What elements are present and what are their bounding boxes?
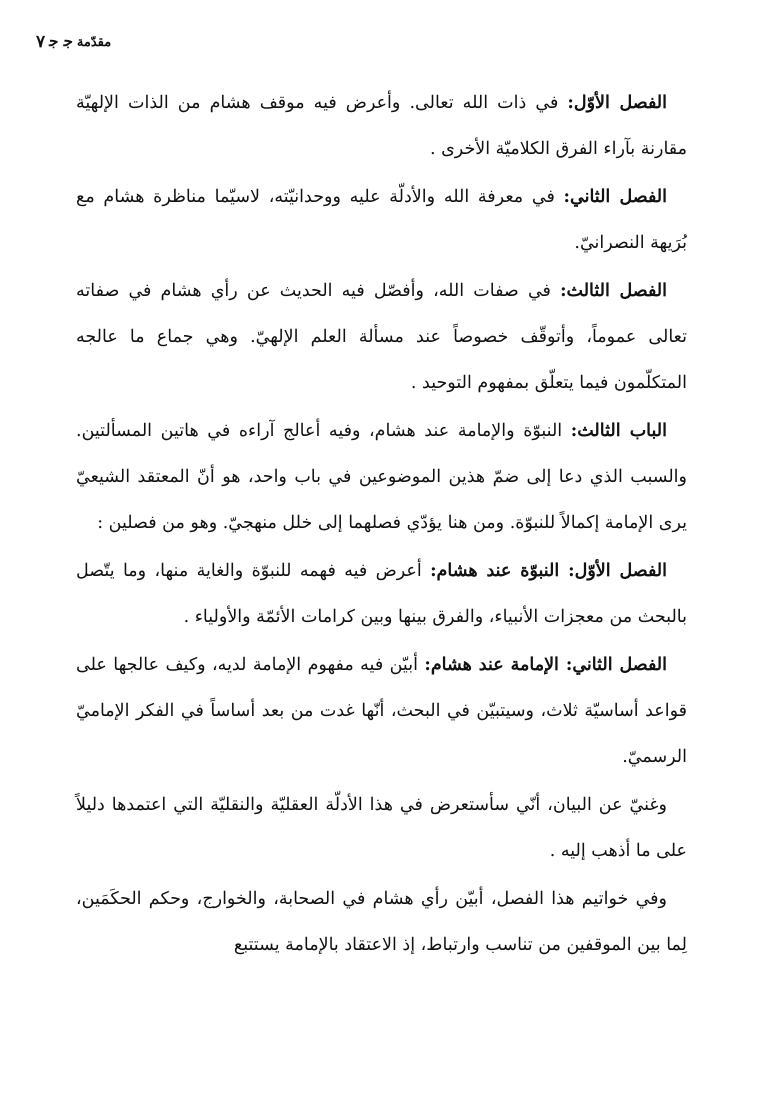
paragraph-text: وغنيّ عن البيان، أنّي سأستعرض في هذا الأدلّة العقليّة والنقليّة التي اعتمدها دليلاً على ما أذهب إليه . (76, 795, 687, 861)
paragraph-text: النبوّة والإمامة عند هشام، وفيه أعالج آراءه في هاتين المسألتين. والسبب الذي دعا إلى ضمّ هذين الموضوعين في باب واحد، هو أنّ المعتقد الشيعيّ يرى الإمامة إكمالاً للنبوّة. ومن هنا يؤدّي فصلهما إلى خلل منهجيّ. وهو من فصلين : (76, 421, 687, 533)
running-head-title: مقدّمة (76, 34, 112, 50)
paragraph-text: في معرفة الله والأدلّة عليه ووحدانيّته، لاسيّما مناظرة هشام مع بُرَيهة النصرانيّ. (76, 187, 687, 253)
paragraph-heading: الفصل الأوّل: النبوّة عند هشام: (430, 561, 667, 581)
page-number: ٧ (36, 32, 46, 52)
body-text (76, 80, 687, 968)
paragraph-text: أبيّن فيه مفهوم الإمامة لديه، وكيف عالجها على قواعد أساسيّة ثلاث، وسيتبيّن في البحث، أنّها غدت من بعد أساساً في الفكر الإماميّ الرسميّ. (76, 655, 687, 767)
running-head-separator: ﺟ ﺟ (49, 32, 73, 50)
paragraph-heading: الفصل الأوّل: (567, 93, 667, 113)
paragraph-chapter-one (76, 80, 687, 172)
paragraph-evidence (76, 782, 687, 874)
paragraph-prophethood (76, 548, 687, 640)
paragraph-part-three (76, 408, 687, 546)
paragraph-heading: الفصل الثالث: (560, 281, 668, 301)
paragraph-imamate (76, 642, 687, 780)
running-head (36, 32, 111, 52)
paragraph-text: وفي خواتيم هذا الفصل، أبيّن رأي هشام في الصحابة، والخوارج، وحكم الحكَمَين، لِما بين الموقفين من تناسب وارتباط، إذ الاعتقاد بالإمامة يستتبع (76, 889, 687, 955)
paragraph-heading: الفصل الثاني: (563, 187, 668, 207)
paragraph-text: في ذات الله تعالى. وأعرض فيه موقف هشام من الذات الإلهيّة مقارنة بآراء الفرق الكلاميّة الأخرى . (76, 93, 687, 159)
paragraph-conclusion (76, 876, 687, 968)
paragraph-chapter-three (76, 268, 687, 406)
paragraph-heading: الفصل الثاني: الإمامة عند هشام: (424, 655, 668, 675)
paragraph-text: في صفات الله، وأفصّل فيه الحديث عن رأي هشام في صفاته تعالى عموماً، وأتوقّف خصوصاً عند مسألة العلم الإلهيّ. وهي جماع ما عالجه المتكلّمون فيما يتعلّق بمفهوم التوحيد . (76, 281, 687, 393)
paragraph-heading: الباب الثالث: (570, 421, 667, 441)
paragraph-chapter-two (76, 174, 687, 266)
paragraph-text: أعرض فيه فهمه للنبوّة والغاية منها، وما يتّصل بالبحث من معجزات الأنبياء، والفرق بينها وبين كرامات الأئمّة والأولياء . (76, 561, 687, 627)
